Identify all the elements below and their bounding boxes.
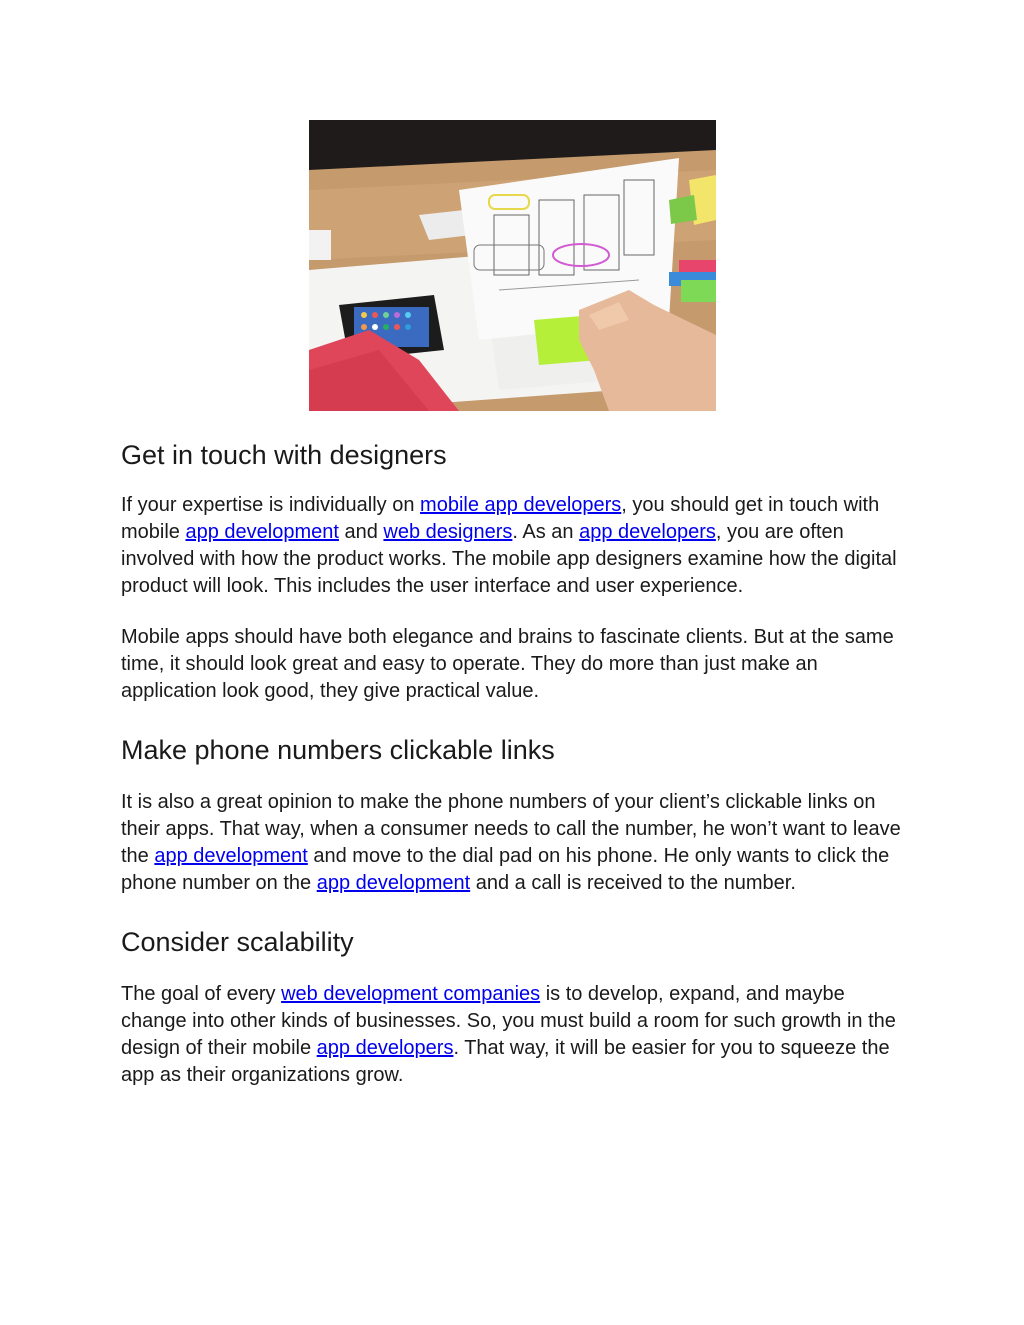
text-run: and (338, 521, 384, 543)
inline-link-app-developers[interactable]: app developers (316, 1037, 454, 1059)
heading-get-in-touch: Get in touch with designers (121, 440, 447, 470)
inline-link-app-development[interactable]: app development (316, 872, 471, 894)
text-run: If your expertise is individually on (121, 494, 421, 516)
inline-link-web-development-companies[interactable]: web development companies (281, 983, 541, 1005)
text-run: Mobile apps should have both elegance and brains to fascinate clients. But at the same time, it should look great and easy to operate. They do more than just make an application look good, they give practical value. (121, 626, 894, 702)
inline-link-app-developers[interactable]: app developers (579, 521, 716, 543)
text-run: is to develop, expand, and maybe change into other kinds of businesses. So, you must build a room for such growth in the design of their mobile (121, 983, 896, 1059)
inline-link-mobile-app-developers[interactable]: mobile app developers (420, 494, 622, 516)
inline-link-app-development[interactable]: app development (154, 845, 308, 867)
text-run: The goal of every (121, 983, 282, 1005)
text-run: and a call is received to the number. (470, 872, 796, 894)
text-run: . That way, it will be easier for you to squeeze the app as their organizations grow. (121, 1037, 890, 1086)
heading-clickable-links: Make phone numbers clickable links (121, 735, 555, 765)
paragraph-get-in-touch-1 (121, 492, 911, 600)
text-run: and move to the dial pad on his phone. He only wants to click the phone number on the (121, 845, 890, 894)
paragraph-clickable-links (121, 789, 911, 897)
paragraph-get-in-touch-2 (121, 624, 911, 705)
hero-photo-illustration (309, 120, 716, 411)
paragraph-scalability (121, 981, 911, 1089)
text-run: , you should get in touch with mobile (121, 494, 880, 543)
text-run: , you are often involved with how the product works. The mobile app designers examine how the digital product will look. This includes the user interface and user experience. (121, 521, 897, 597)
heading-scalability: Consider scalability (121, 927, 354, 957)
text-run: It is also a great opinion to make the phone numbers of your client’s clickable links on their apps. That way, when a consumer needs to call the number, he won’t want to leave the (121, 791, 901, 867)
text-run: . As an (512, 521, 580, 543)
inline-link-app-development[interactable]: app development (185, 521, 339, 543)
inline-link-web-designers[interactable]: web designers (383, 521, 513, 543)
article-body (121, 432, 911, 1089)
hero-photo (309, 120, 716, 411)
